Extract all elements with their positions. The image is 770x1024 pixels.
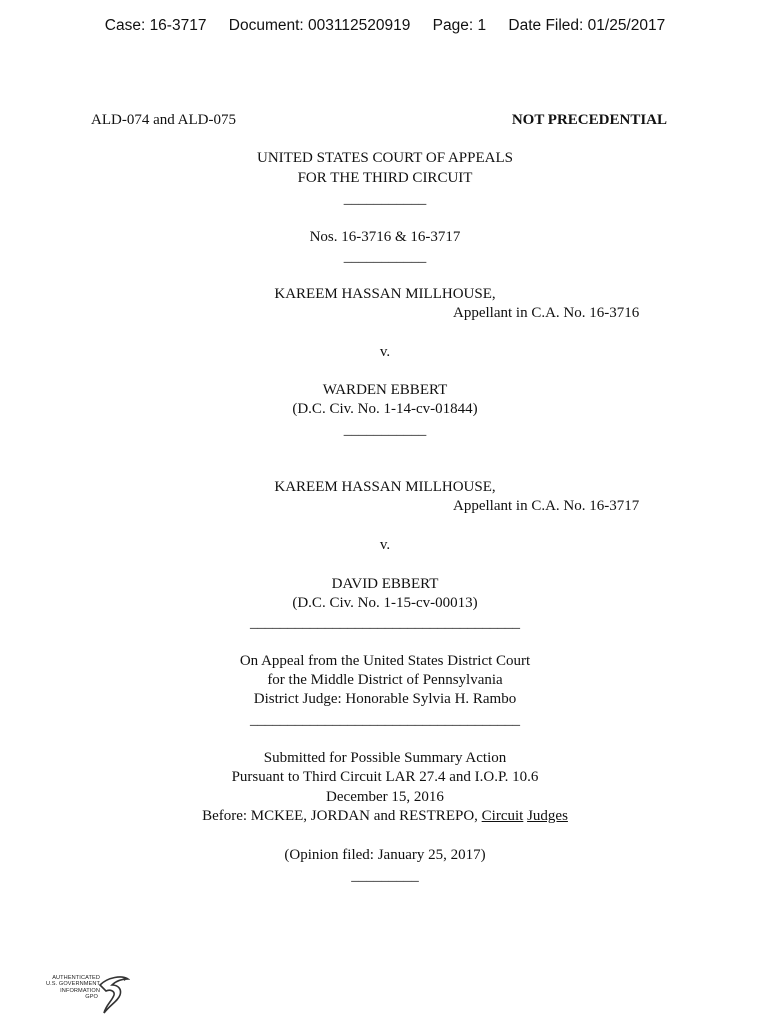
submission-line2: Pursuant to Third Circuit LAR 27.4 and I.O.P. 10.6 (231, 769, 539, 785)
judges-underlined: Judges (527, 808, 568, 824)
appellee-name: WARDEN EBBERT (322, 382, 448, 398)
appellant-role: Appellant in C.A. No. 16-3716 (453, 305, 640, 321)
appeal-line1: On Appeal from the United States District Court (239, 653, 531, 669)
appeal-line2: for the Middle District of Pennsylvania (267, 672, 503, 688)
panel-judges-names: Before: MCKEE, JORDAN and RESTREPO, (202, 808, 482, 824)
divider: ___________ (343, 422, 427, 438)
submission-date: December 15, 2016 (326, 789, 444, 805)
appellant-name: KAREEM HASSAN MILLHOUSE, (274, 286, 496, 302)
appeal-judge: District Judge: Honorable Sylvia H. Rambo (253, 691, 517, 707)
district-docket: (D.C. Civ. No. 1-15-cv-00013) (292, 595, 478, 611)
case-numbers: Nos. 16-3716 & 16-3717 (309, 229, 461, 245)
versus: v. (379, 344, 391, 360)
document-number: Document: 003112520919 (228, 17, 411, 34)
court-name-line2: FOR THE THIRD CIRCUIT (297, 170, 473, 186)
district-docket: (D.C. Civ. No. 1-14-cv-01844) (292, 401, 478, 417)
submission-line1: Submitted for Possible Summary Action (263, 750, 507, 766)
eagle-icon (98, 975, 130, 1015)
divider: ____________________________________ (250, 615, 520, 631)
gpo-authentication-logo (42, 975, 132, 1017)
docket-label: ALD-074 and ALD-075 (91, 112, 236, 128)
versus: v. (379, 537, 391, 553)
panel-judges (0, 808, 770, 825)
appellee-name: DAVID EBBERT (331, 576, 439, 592)
opinion-filed: (Opinion filed: January 25, 2017) (284, 847, 486, 863)
appellant-role: Appellant in C.A. No. 16-3717 (453, 498, 640, 514)
page-number: Page: 1 (432, 17, 487, 34)
date-filed: Date Filed: 01/25/2017 (508, 17, 666, 34)
circuit-underlined: Circuit (481, 808, 524, 824)
divider: _________ (351, 868, 419, 884)
filing-header (0, 17, 770, 35)
divider: ___________ (343, 249, 427, 265)
court-name-line1: UNITED STATES COURT OF APPEALS (257, 150, 513, 166)
divider: ___________ (343, 191, 427, 207)
case-number: Case: 16-3717 (104, 17, 207, 34)
appellant-name: KAREEM HASSAN MILLHOUSE, (274, 479, 496, 495)
precedential-status: NOT PRECEDENTIAL (511, 112, 667, 128)
divider: ____________________________________ (250, 712, 520, 728)
logo-text: AUTHENTICATED U.S. GOVERNMENT INFORMATION GPO (45, 975, 100, 1001)
